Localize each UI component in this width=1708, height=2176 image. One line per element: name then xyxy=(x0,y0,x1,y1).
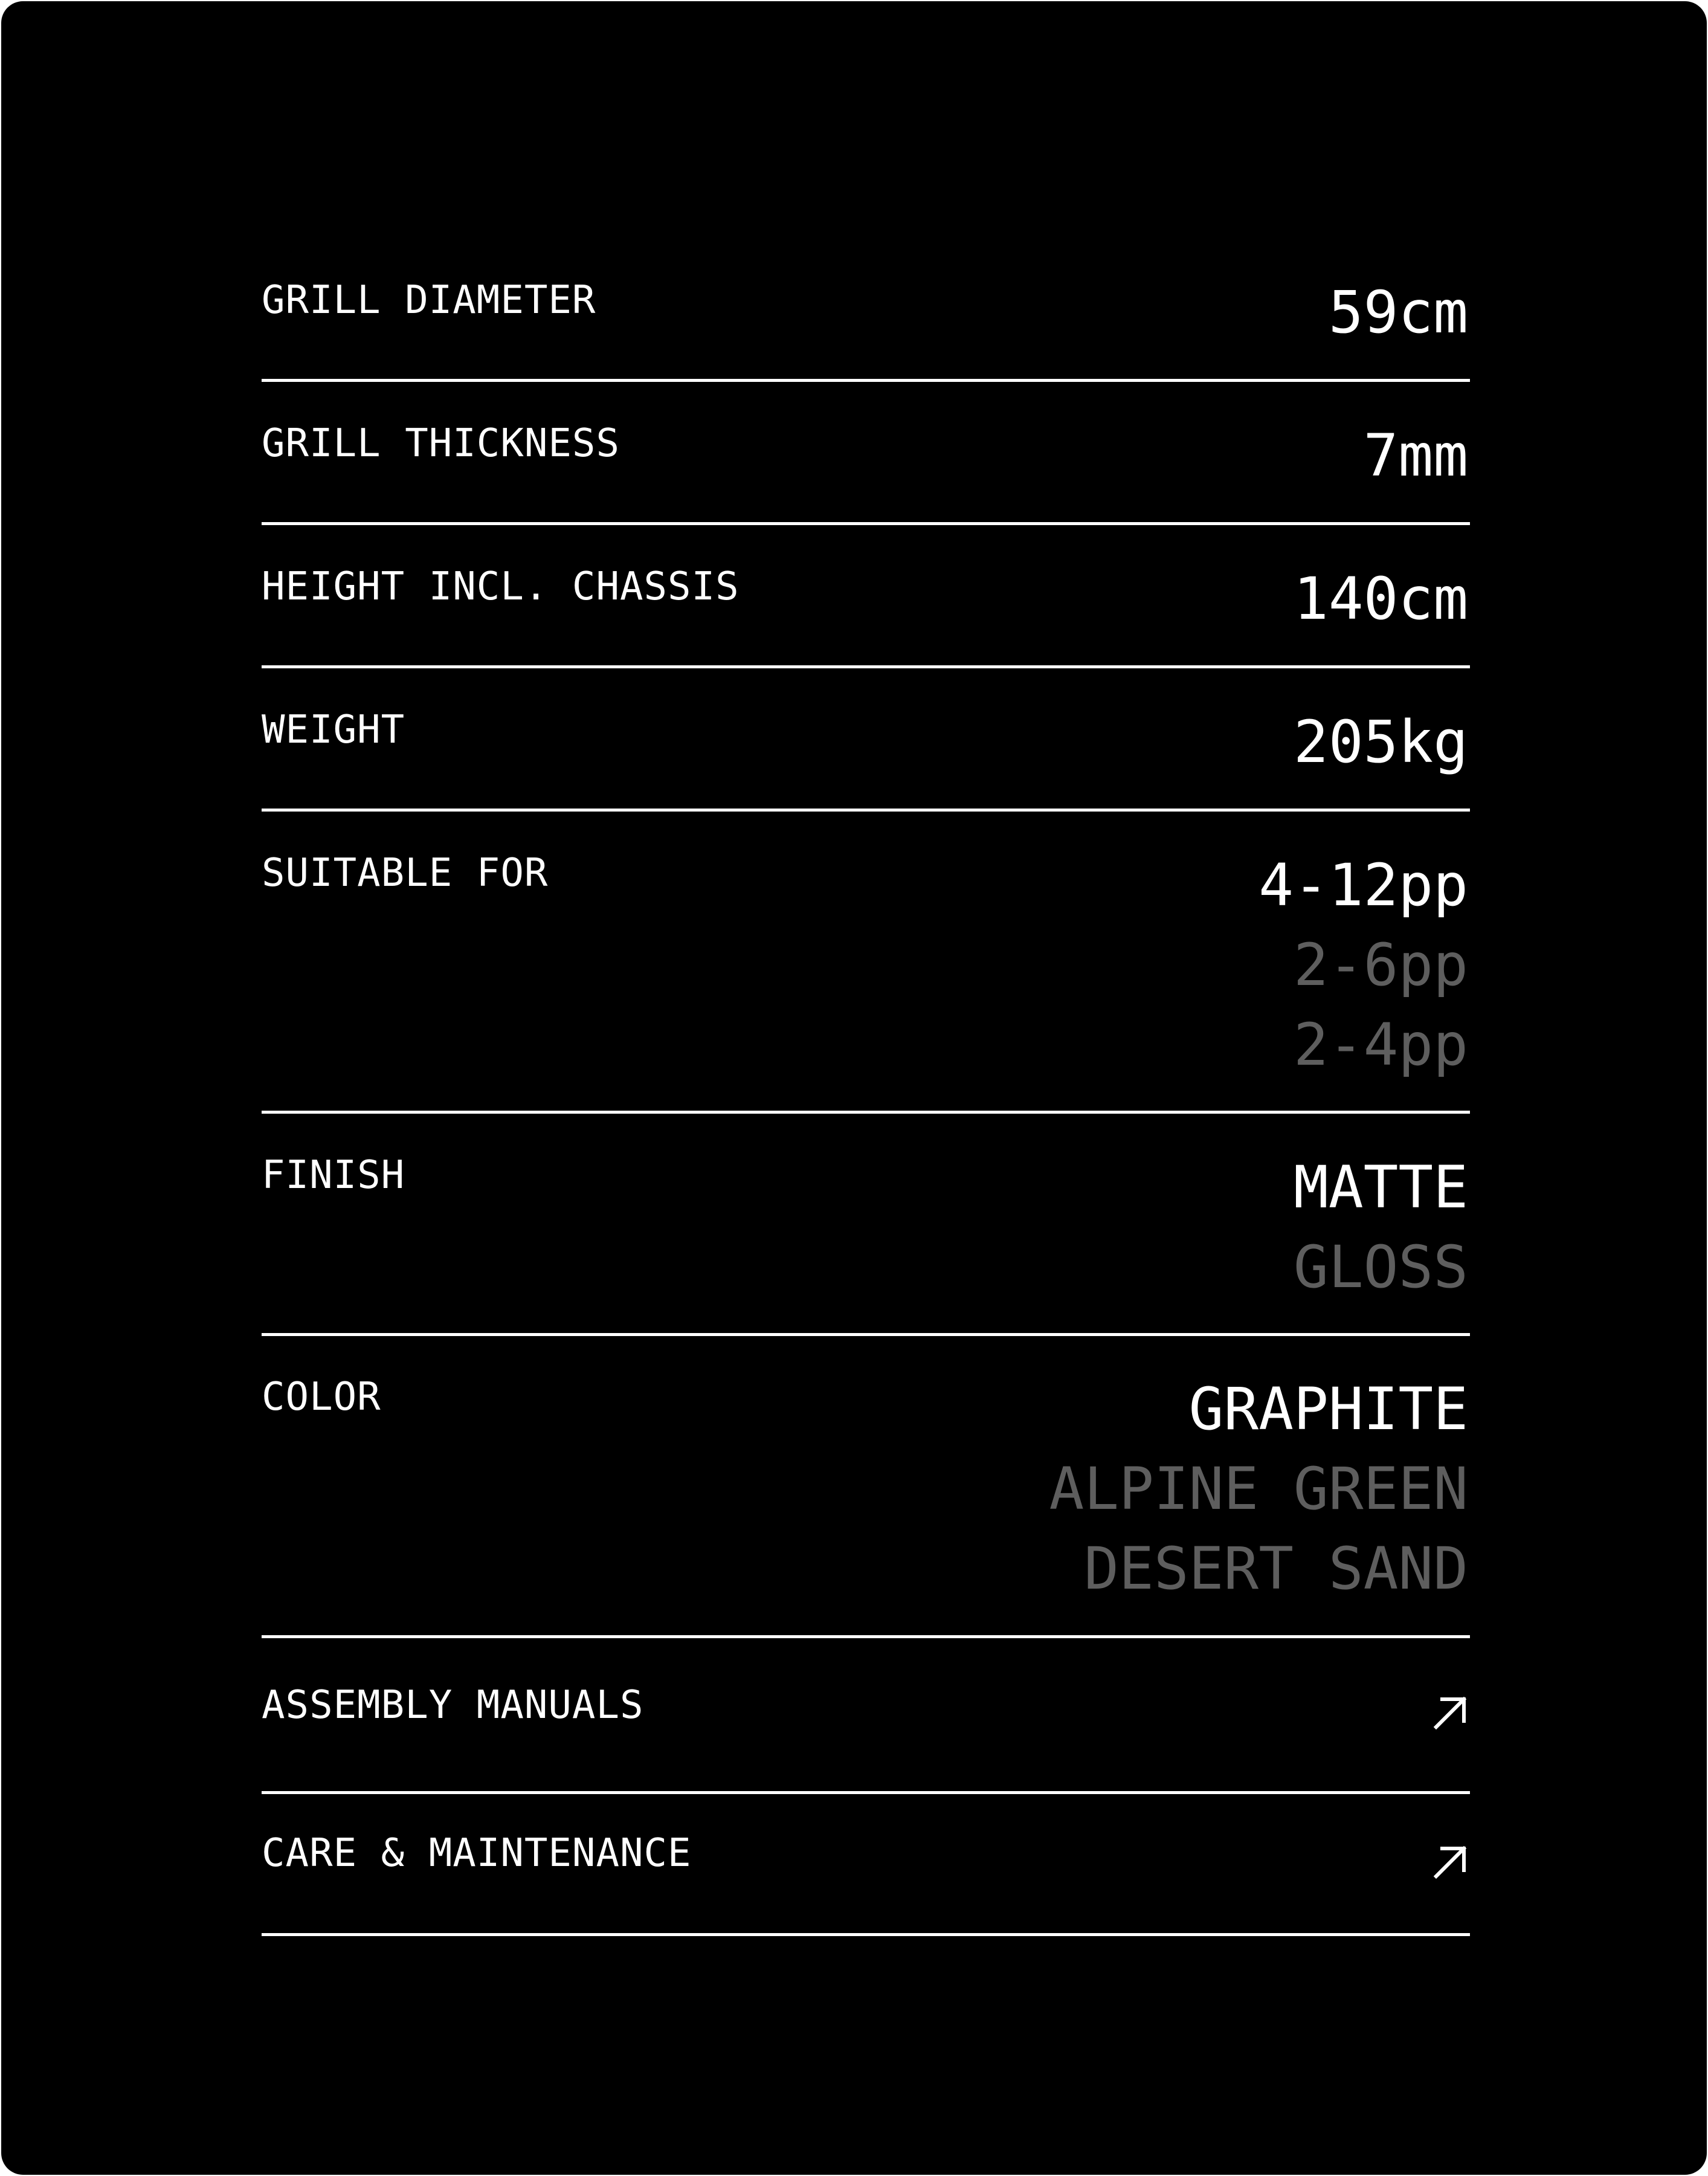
divider xyxy=(262,665,1470,668)
spec-value: 140cm xyxy=(1294,565,1468,633)
divider xyxy=(262,1933,1470,1936)
spec-label: GRILL THICKNESS xyxy=(262,421,620,466)
link-assembly-manuals[interactable] xyxy=(262,1681,1470,1754)
spec-label: GRILL DIAMETER xyxy=(262,278,596,323)
divider xyxy=(262,522,1470,525)
spec-label: HEIGHT INCL. CHASSIS xyxy=(262,564,740,609)
divider xyxy=(262,379,1470,382)
arrow-up-right-icon xyxy=(1431,1842,1470,1881)
option-alpine-green[interactable]: ALPINE GREEN xyxy=(1049,1455,1468,1523)
link-label: ASSEMBLY MANUALS xyxy=(262,1683,644,1728)
link-label: CARE & MAINTENANCE xyxy=(262,1831,692,1876)
divider xyxy=(262,809,1470,812)
spec-label: WEIGHT xyxy=(262,708,405,752)
spec-values xyxy=(1329,273,1468,352)
option-4-12pp[interactable]: 4-12pp xyxy=(1258,851,1468,919)
spec-values xyxy=(1294,559,1468,639)
spec-value: 205kg xyxy=(1294,708,1468,776)
option-desert-sand[interactable]: DESERT SAND xyxy=(1084,1535,1468,1603)
spec-values xyxy=(1364,416,1468,496)
option-graphite[interactable]: GRAPHITE xyxy=(1188,1375,1468,1443)
arrow-up-right-icon xyxy=(1431,1693,1470,1732)
divider xyxy=(262,1333,1470,1336)
divider xyxy=(262,1111,1470,1114)
product-specs-panel xyxy=(1,1,1707,2175)
spec-options xyxy=(1258,845,1468,1085)
spec-value: 59cm xyxy=(1328,279,1468,346)
spec-label: FINISH xyxy=(262,1153,405,1198)
spec-options xyxy=(1294,1148,1468,1307)
divider xyxy=(262,1791,1470,1794)
spec-label: SUITABLE FOR xyxy=(262,851,549,896)
option-2-6pp[interactable]: 2-6pp xyxy=(1294,931,1468,999)
spec-label: COLOR xyxy=(262,1375,381,1419)
option-matte[interactable]: MATTE xyxy=(1294,1154,1468,1221)
spec-values xyxy=(1294,702,1468,782)
link-care-maintenance[interactable] xyxy=(262,1829,1470,1902)
option-gloss[interactable]: GLOSS xyxy=(1294,1233,1468,1301)
spec-value: 7mm xyxy=(1363,422,1468,489)
spec-options xyxy=(1049,1369,1468,1609)
divider xyxy=(262,1635,1470,1638)
option-2-4pp[interactable]: 2-4pp xyxy=(1294,1011,1468,1079)
